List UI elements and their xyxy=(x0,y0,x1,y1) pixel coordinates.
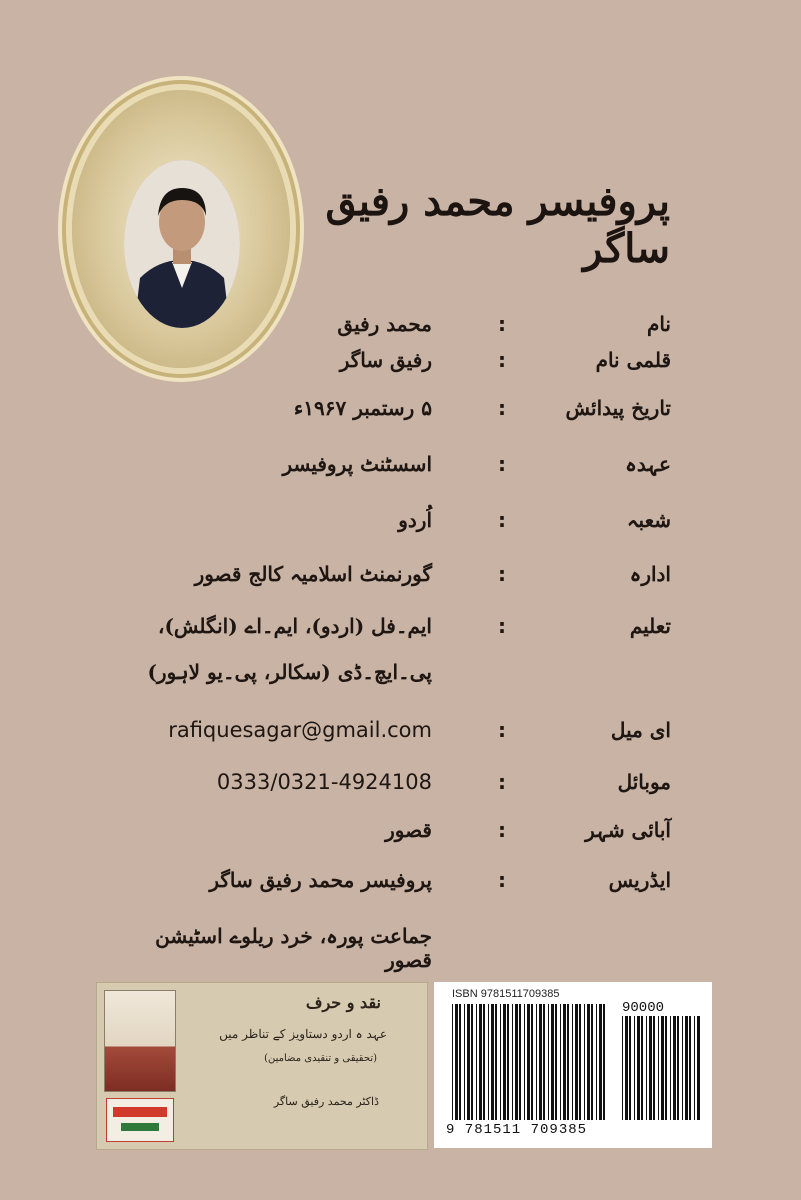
email-value: rafiquesagar@gmail.com xyxy=(168,718,432,742)
price-barcode xyxy=(620,1016,702,1120)
barcode-bar xyxy=(677,1016,679,1120)
field-row-education xyxy=(0,614,801,654)
barcode-bar xyxy=(629,1016,631,1120)
barcode-bar xyxy=(464,1004,465,1120)
field-row-birth-date xyxy=(0,396,801,436)
field-colon: : xyxy=(498,818,506,842)
barcode-bar xyxy=(685,1016,688,1120)
barcode-bar xyxy=(587,1004,590,1120)
barcode-bar xyxy=(661,1016,664,1120)
barcode-bar xyxy=(512,1004,513,1120)
field-label: موبائل xyxy=(617,770,671,794)
barcode-bar xyxy=(527,1004,530,1120)
barcode-bar xyxy=(503,1004,506,1120)
mobile-value: 0333/0321-4924108 xyxy=(216,770,432,794)
barcode-bar xyxy=(488,1004,489,1120)
barcode-bar xyxy=(689,1016,691,1120)
field-label: نام xyxy=(646,312,671,336)
field-row-address-cont xyxy=(0,924,801,972)
advert-line: عہد ہ اردو دستاویز کے تناظر میں xyxy=(219,1027,387,1041)
field-colon: : xyxy=(498,508,506,532)
barcode-bar xyxy=(584,1004,585,1120)
barcode-bar xyxy=(563,1004,566,1120)
field-label: قلمی نام xyxy=(595,348,671,372)
isbn-label: ISBN 9781511709385 xyxy=(452,988,560,1000)
field-value: ایم۔فل (اردو)، ایم۔اے (انگلش)، xyxy=(157,614,432,638)
field-row-name xyxy=(0,312,801,352)
price-code: 90000 xyxy=(622,1000,665,1016)
barcode-bar xyxy=(682,1016,683,1120)
barcode-bar xyxy=(567,1004,569,1120)
barcode-number: 9 781511 709385 xyxy=(446,1122,588,1138)
barcode-bar xyxy=(591,1004,593,1120)
barcode-bar xyxy=(665,1016,667,1120)
field-value: ۵ رستمبر ۱۹۶۷ء xyxy=(293,396,432,420)
barcode-bar xyxy=(548,1004,549,1120)
barcode-bar xyxy=(483,1004,485,1120)
barcode-bar xyxy=(572,1004,573,1120)
barcode-bar xyxy=(634,1016,635,1120)
barcode-bar xyxy=(641,1016,643,1120)
field-value: قصور xyxy=(385,818,432,842)
barcode-bar xyxy=(673,1016,676,1120)
barcode-bar xyxy=(646,1016,647,1120)
barcode-bar xyxy=(455,1004,458,1120)
barcode-bar xyxy=(543,1004,545,1120)
field-row-department xyxy=(0,508,801,548)
field-value: اُردو xyxy=(398,508,432,532)
barcode-bar xyxy=(471,1004,473,1120)
field-row-hometown xyxy=(0,818,801,858)
field-colon: : xyxy=(498,396,506,420)
field-label: ایڈریس xyxy=(608,868,671,892)
barcode-bar xyxy=(653,1016,655,1120)
field-label: آبائی شہر xyxy=(585,818,671,842)
barcode-bar xyxy=(519,1004,521,1120)
field-row-mobile xyxy=(0,770,801,810)
barcode-bar xyxy=(459,1004,461,1120)
barcode-bar xyxy=(625,1016,628,1120)
field-row-education-cont xyxy=(0,660,801,700)
barcode-bar xyxy=(603,1004,605,1120)
barcode-bar xyxy=(500,1004,501,1120)
field-value: پروفیسر محمد رفیق ساگر xyxy=(209,868,432,892)
author-portrait xyxy=(124,160,240,328)
field-value: جماعت پورہ، خرد ریلوے اسٹیشن قصور xyxy=(155,924,432,972)
field-row-email xyxy=(0,718,801,758)
field-label: شعبہ xyxy=(626,508,671,532)
barcode-bar xyxy=(515,1004,518,1120)
field-colon: : xyxy=(498,868,506,892)
barcode-bar xyxy=(599,1004,602,1120)
field-colon: : xyxy=(498,562,506,586)
field-value: پی۔ایچ۔ڈی (سکالر، پی۔یو لاہور) xyxy=(147,660,432,684)
barcode-bar xyxy=(452,1004,453,1120)
field-value: محمد رفیق xyxy=(337,312,432,336)
barcode-bar xyxy=(697,1016,700,1120)
author-photo-icon xyxy=(124,160,240,328)
barcode-bar xyxy=(579,1004,581,1120)
field-colon: : xyxy=(498,452,506,476)
barcode-bar xyxy=(694,1016,695,1120)
field-label: ادارہ xyxy=(629,562,671,586)
isbn-barcode xyxy=(450,1004,610,1122)
barcode-bar xyxy=(637,1016,640,1120)
field-row-pen-name xyxy=(0,348,801,388)
advert-author: ڈاکٹر محمد رفیق ساگر xyxy=(273,1095,379,1108)
advert-line: (تحقیقی و تنقیدی مضامین) xyxy=(264,1053,377,1064)
field-value: رفیق ساگر xyxy=(339,348,432,372)
field-value: گورنمنٹ اسلامیہ کالج قصور xyxy=(194,562,432,586)
barcode-bar xyxy=(479,1004,482,1120)
barcode-bar xyxy=(649,1016,652,1120)
barcode-bar xyxy=(560,1004,561,1120)
barcode-bar xyxy=(467,1004,470,1120)
barcode-bar xyxy=(531,1004,533,1120)
field-colon: : xyxy=(498,614,506,638)
barcode-bar xyxy=(536,1004,537,1120)
field-row-designation xyxy=(0,452,801,492)
field-colon: : xyxy=(498,718,506,742)
barcode-bar xyxy=(670,1016,671,1120)
field-label: عہدہ xyxy=(625,452,671,476)
barcode-bar xyxy=(524,1004,525,1120)
barcode-bar xyxy=(622,1016,623,1120)
field-colon: : xyxy=(498,312,506,336)
barcode-bar xyxy=(551,1004,554,1120)
barcode-bar xyxy=(539,1004,542,1120)
author-title: پروفیسر محمد رفیق ساگر xyxy=(325,178,670,272)
field-value: اسسٹنٹ پروفیسر xyxy=(282,452,432,476)
barcode-bar xyxy=(596,1004,597,1120)
barcode-bar xyxy=(507,1004,509,1120)
field-label: ای میل xyxy=(610,718,671,742)
advert-heading: نقد و حرف xyxy=(305,993,381,1012)
barcode-bar xyxy=(476,1004,477,1120)
barcode-bar xyxy=(575,1004,578,1120)
field-label: تعلیم xyxy=(629,614,671,638)
book-thumbnail xyxy=(104,990,176,1092)
field-row-address xyxy=(0,868,801,908)
barcode-bar xyxy=(495,1004,497,1120)
field-row-institution xyxy=(0,562,801,602)
field-colon: : xyxy=(498,348,506,372)
barcode-bar xyxy=(555,1004,557,1120)
field-colon: : xyxy=(498,770,506,794)
barcode-bar xyxy=(658,1016,659,1120)
barcode-bar xyxy=(491,1004,494,1120)
field-label: تاریخ پیدائش xyxy=(565,396,671,420)
publisher-logo xyxy=(106,1098,174,1142)
